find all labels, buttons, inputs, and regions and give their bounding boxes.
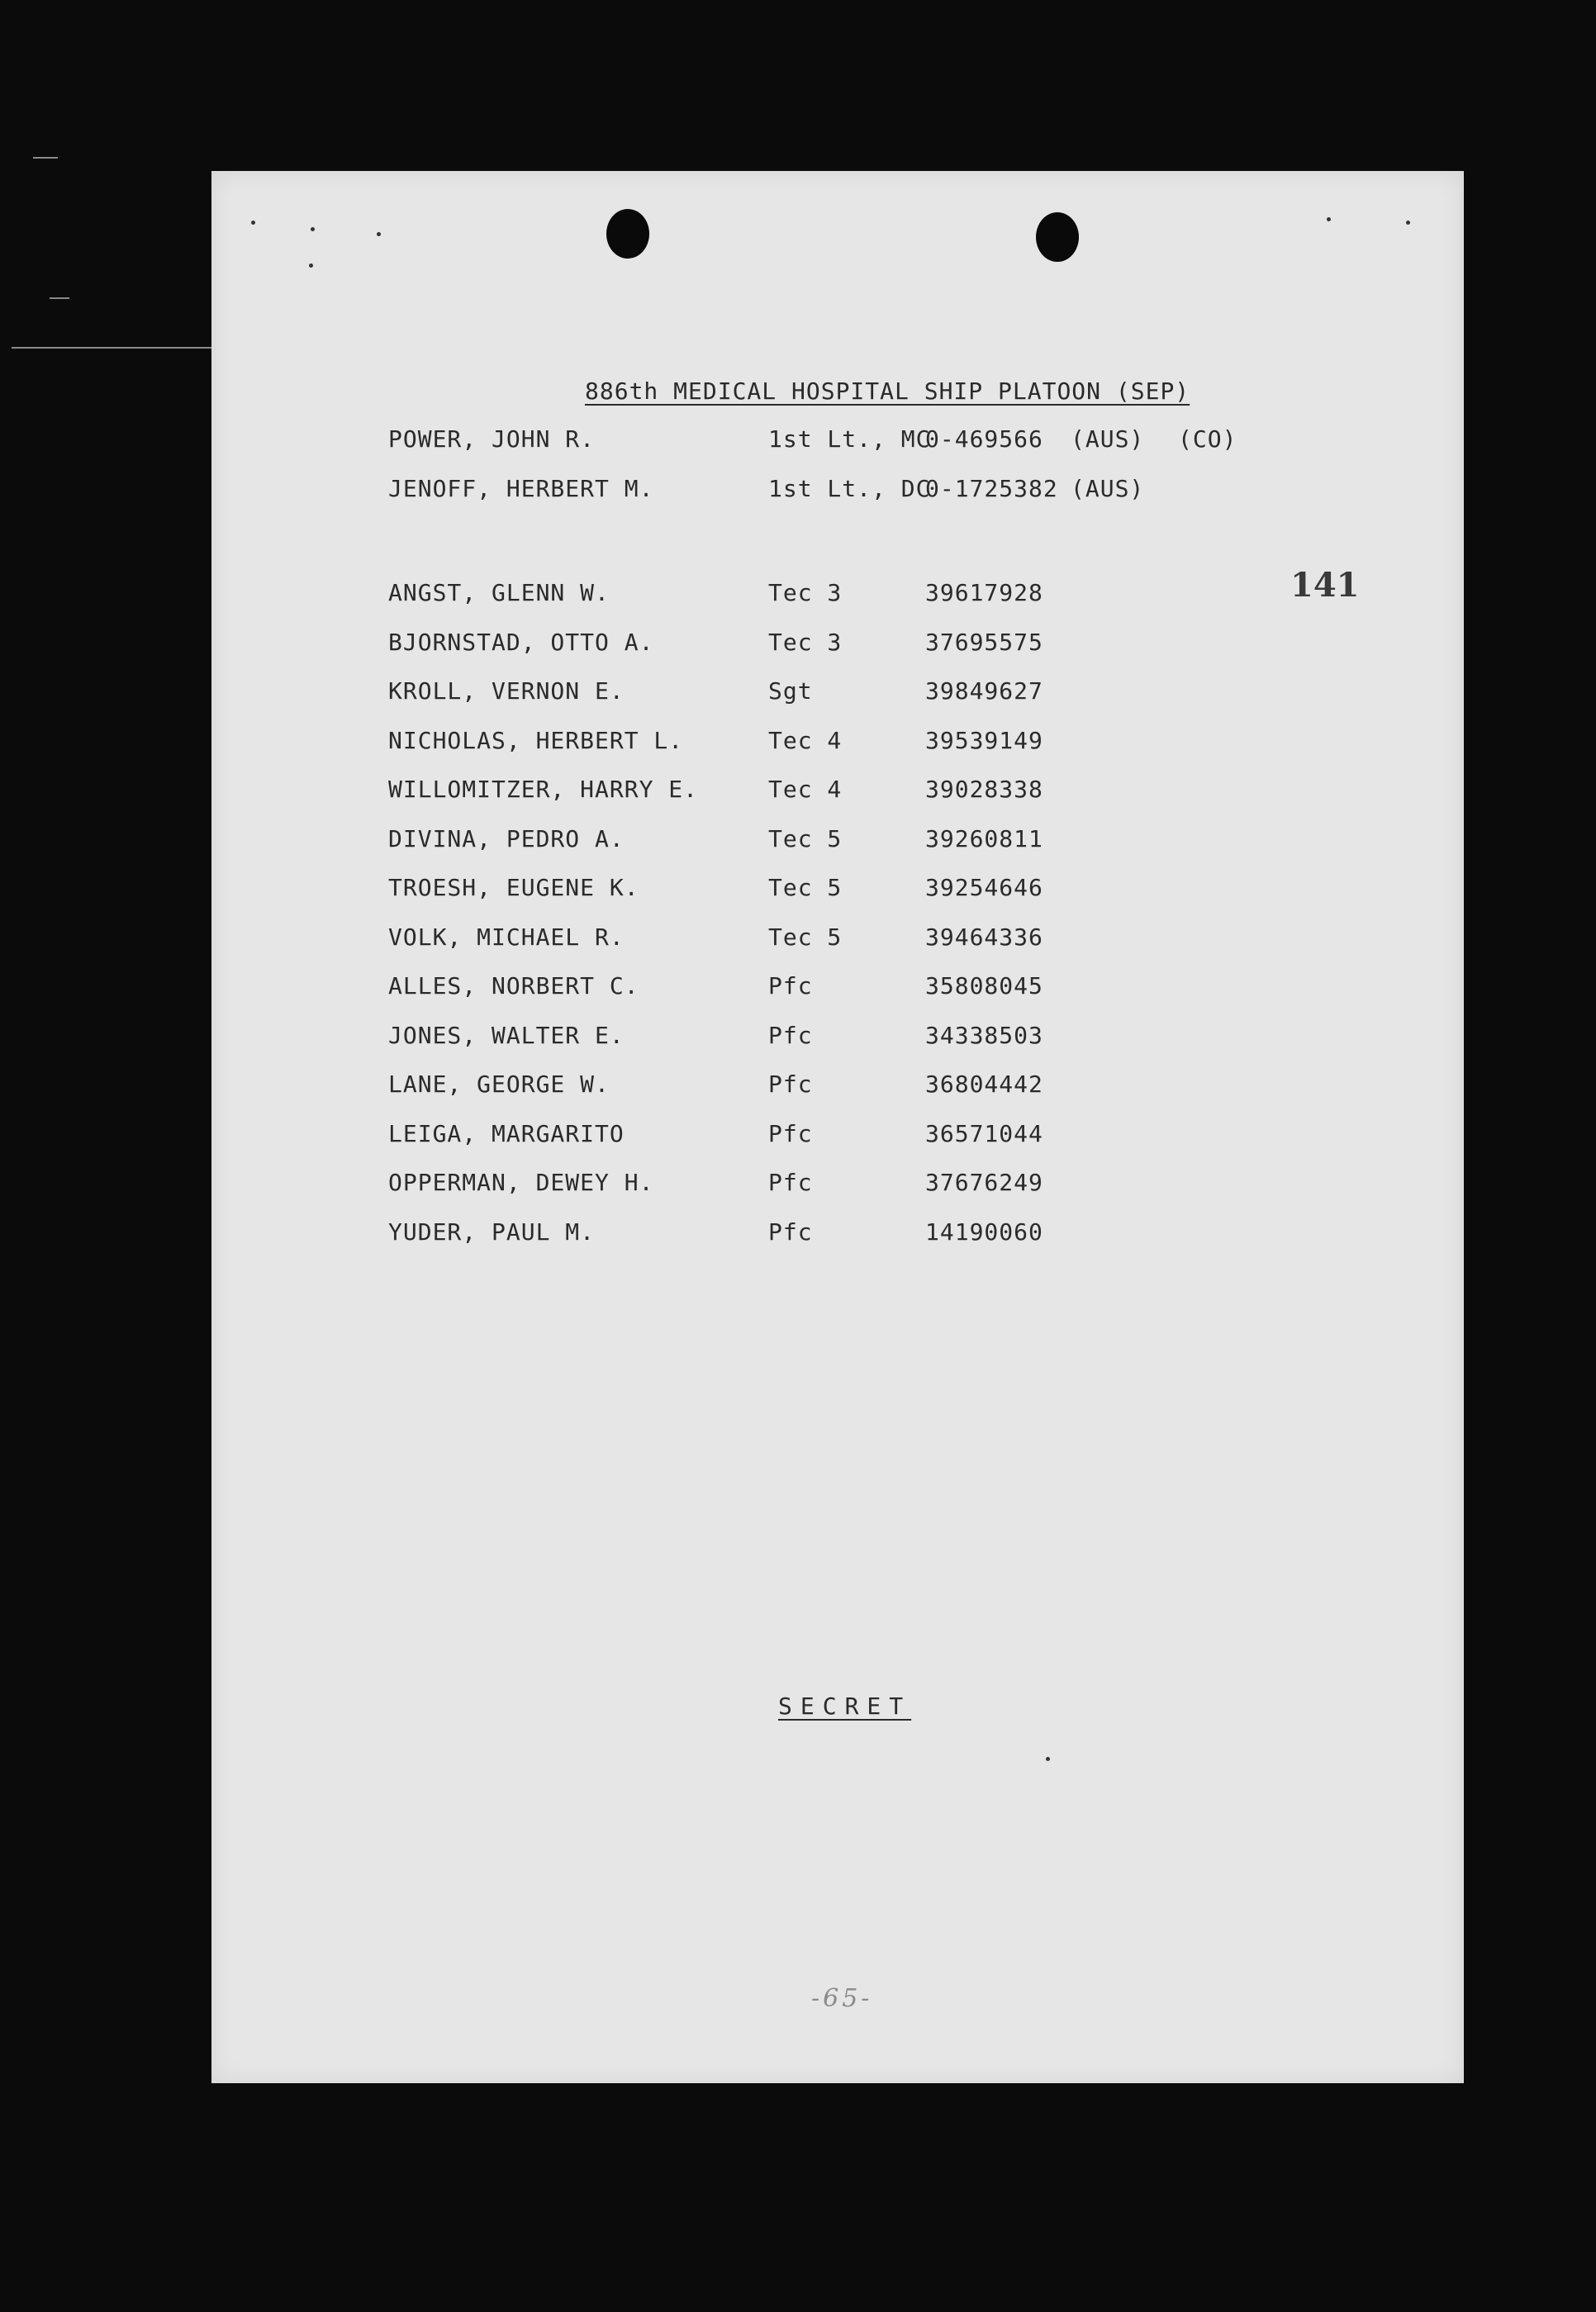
officer-component: (AUS) xyxy=(1071,425,1145,453)
roster-rank: Pfc xyxy=(768,1021,813,1049)
roster-serial: 34338503 xyxy=(925,1021,1043,1049)
roster-name: KROLL, VERNON E. xyxy=(388,677,625,705)
officer-name: POWER, JOHN R. xyxy=(388,425,596,453)
roster-rank: Pfc xyxy=(768,1218,813,1246)
roster-serial: 35808045 xyxy=(925,972,1043,999)
roster-rank: Tec 3 xyxy=(768,628,843,656)
roster-serial: 39028338 xyxy=(925,776,1043,803)
roster-serial: 39539149 xyxy=(925,726,1043,754)
roster-rank: Tec 5 xyxy=(768,923,843,951)
officer-serial: 0-469566 xyxy=(925,425,1043,453)
roster-rank: Pfc xyxy=(768,1169,813,1196)
roster-rank: Tec 5 xyxy=(768,824,843,852)
roster-name: DIVINA, PEDRO A. xyxy=(388,824,625,852)
scan-edge-mark xyxy=(12,347,226,349)
roster-serial: 36804442 xyxy=(925,1071,1043,1098)
roster-name: ANGST, GLENN W. xyxy=(388,579,610,606)
officer-note: (CO) xyxy=(1178,425,1237,453)
roster-name: LEIGA, MARGARITO xyxy=(388,1119,625,1147)
punch-hole xyxy=(606,209,649,259)
scan-edge-mark xyxy=(50,297,69,299)
roster-name: BJORNSTAD, OTTO A. xyxy=(388,628,654,656)
officer-serial: 0-1725382 xyxy=(925,475,1058,502)
speck xyxy=(311,227,315,231)
roster-serial: 37695575 xyxy=(925,628,1043,656)
roster-rank: Tec 4 xyxy=(768,776,843,803)
document-page xyxy=(211,171,1464,2083)
officer-rank: 1st Lt., DC xyxy=(768,475,931,502)
speck xyxy=(309,263,313,268)
unit-heading: 886th MEDICAL HOSPITAL SHIP PLATOON (SEP) xyxy=(585,377,1190,405)
roster-rank: Tec 3 xyxy=(768,579,843,606)
speck xyxy=(1046,1757,1050,1761)
punch-hole xyxy=(1036,212,1079,262)
roster-serial: 36571044 xyxy=(925,1119,1043,1147)
roster-name: WILLOMITZER, HARRY E. xyxy=(388,776,699,803)
roster-name: VOLK, MICHAEL R. xyxy=(388,923,625,951)
roster-serial: 37676249 xyxy=(925,1169,1043,1196)
scan-edge-mark xyxy=(33,157,58,159)
roster-serial: 39254646 xyxy=(925,874,1043,901)
stamped-page-number: 141 xyxy=(1290,566,1360,605)
roster-name: OPPERMAN, DEWEY H. xyxy=(388,1169,654,1196)
roster-rank: Pfc xyxy=(768,1119,813,1147)
roster-rank: Pfc xyxy=(768,972,813,999)
officer-name: JENOFF, HERBERT M. xyxy=(388,475,654,502)
roster-serial: 39617928 xyxy=(925,579,1043,606)
roster-name: JONES, WALTER E. xyxy=(388,1021,625,1049)
speck xyxy=(1327,217,1331,221)
handwritten-page-number: -65- xyxy=(811,1984,873,2013)
roster-rank: Sgt xyxy=(768,677,813,705)
roster-serial: 14190060 xyxy=(925,1218,1043,1246)
roster-rank: Tec 4 xyxy=(768,726,843,754)
roster-name: TROESH, EUGENE K. xyxy=(388,874,639,901)
officer-component: (AUS) xyxy=(1071,475,1145,502)
roster-name: LANE, GEORGE W. xyxy=(388,1071,610,1098)
speck xyxy=(1406,221,1410,225)
roster-serial: 39464336 xyxy=(925,923,1043,951)
roster-rank: Pfc xyxy=(768,1071,813,1098)
roster-rank: Tec 5 xyxy=(768,874,843,901)
speck xyxy=(251,221,255,225)
roster-name: NICHOLAS, HERBERT L. xyxy=(388,726,684,754)
roster-serial: 39260811 xyxy=(925,824,1043,852)
security-classification: SECRET xyxy=(778,1692,912,1720)
roster-name: ALLES, NORBERT C. xyxy=(388,972,639,999)
officer-rank: 1st Lt., MC xyxy=(768,425,931,453)
roster-serial: 39849627 xyxy=(925,677,1043,705)
roster-name: YUDER, PAUL M. xyxy=(388,1218,596,1246)
speck xyxy=(377,232,381,236)
